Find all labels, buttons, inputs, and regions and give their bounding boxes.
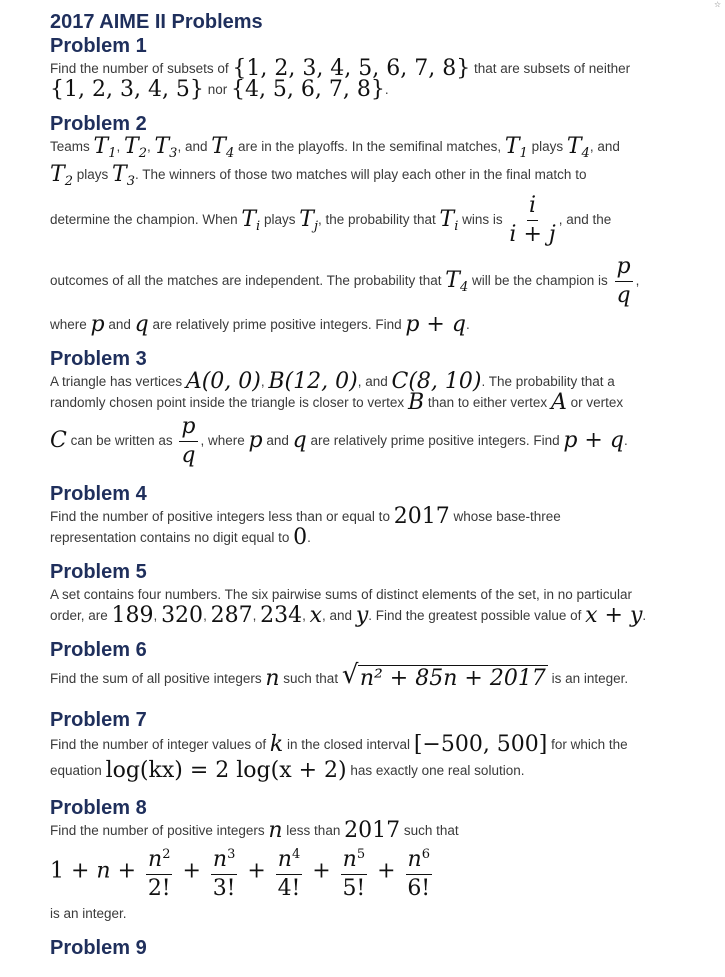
text: Teams: [50, 139, 94, 154]
text: has exactly one real solution.: [346, 763, 525, 779]
text: in the closed interval: [283, 737, 414, 753]
text: plays: [260, 212, 300, 228]
math-fraction: $\frac{p}{q}$: [181, 414, 196, 469]
math-t3: $T_3$: [154, 134, 178, 161]
math-t1: $T_1$: [93, 134, 117, 161]
math-t2: $T_2$: [50, 162, 73, 189]
math-t4: $T_4$: [566, 134, 590, 161]
problem-text: A triangle has vertices A(0, 0), B(12, 0), and C(8, 10). The probability that a randomly chosen point inside the triangle is closer to vertex B than to either vertex A or vertex: [50, 369, 624, 416]
text: Find the number of subsets of: [50, 61, 233, 76]
math-c: C: [50, 428, 67, 454]
text: outcomes of all the matches are independent. The probability that: [50, 273, 446, 289]
text: order, are: [50, 608, 112, 624]
math-ti: $T_i$: [241, 207, 261, 235]
problem-text: [50, 818, 710, 844]
math-p-plus-q: p + q: [405, 312, 466, 338]
math-vertex-a: A(0, 0): [185, 369, 261, 395]
math-b: B: [407, 390, 425, 416]
text: .: [465, 317, 470, 333]
problem-text: A set contains four numbers. The six pairwise sums of distinct elements of the set, in no particular order, are 189, 320, 287, 234, x, and y. Find the greatest possible value of x + y.: [50, 587, 647, 629]
text: wins is: [458, 212, 507, 228]
text: . The winners of those two matches will play each other in the final match to: [134, 167, 587, 182]
math-t4: $T_4$: [211, 134, 235, 161]
text: , and: [589, 139, 620, 154]
math-set: {1, 2, 3, 4, 5}: [50, 77, 204, 102]
math-p-plus-q: p + q: [563, 428, 624, 454]
text: . The probability that a: [481, 374, 615, 390]
math-ti: $T_i$: [439, 207, 459, 235]
text: for which the: [547, 737, 628, 753]
text: .: [307, 530, 311, 546]
math-y: y: [355, 603, 369, 629]
problem-text: [50, 413, 710, 470]
text: is an integer.: [547, 671, 629, 687]
problem-1: [50, 34, 710, 100]
problem-text: [50, 903, 710, 924]
math-vertex-b: B(12, 0): [268, 369, 358, 395]
problem-text: [50, 58, 710, 100]
math-number: 234: [260, 603, 303, 629]
text: will be the champion is: [468, 273, 612, 289]
math-q: q: [292, 428, 307, 454]
text: whose base-three: [449, 509, 561, 525]
problem-4: [50, 482, 710, 551]
text: Find the number of positive integers: [50, 823, 269, 839]
math-number: 2017: [344, 818, 401, 844]
problem-text: [50, 732, 710, 784]
problem-heading: Problem 4: [50, 483, 147, 506]
problem-heading: Problem 9: [50, 937, 147, 960]
problem-heading: Problem 5: [50, 561, 147, 584]
math-number: 287: [210, 603, 253, 629]
text: , and the: [558, 212, 612, 228]
problem-text: [50, 312, 710, 338]
math-series: 1 + n + $\frac{n^2}{2!}$ + $\frac{n^3}{3!}$ + $\frac{n^4}{4!}$ + $\frac{n^5}{5!}$ + $\frac{n^6}{6!}$: [50, 841, 710, 903]
problem-7: [50, 708, 710, 784]
problem-3: [50, 347, 710, 470]
math-q: q: [134, 312, 149, 338]
text: , and: [322, 608, 356, 624]
problem-text: [50, 662, 710, 696]
text: such that: [400, 823, 459, 839]
math-equation: log(kx) = 2 log(x + 2): [105, 758, 347, 784]
math-set: {1, 2, 3, 4, 5, 6, 7, 8}: [232, 56, 471, 81]
text: are relatively prime positive integers. Find: [148, 317, 406, 333]
text: plays: [527, 139, 567, 154]
text: that are subsets of neither: [470, 61, 631, 76]
math-vertex-c: C(8, 10): [391, 369, 482, 395]
math-number: 0: [293, 525, 308, 551]
problem-heading: Problem 6: [50, 639, 147, 662]
text: and: [262, 433, 293, 449]
text: determine the champion. When: [50, 212, 242, 228]
math-t4: $T_4$: [445, 268, 469, 296]
math-n: n: [265, 666, 280, 692]
text: less than: [282, 823, 345, 839]
text: A triangle has vertices: [50, 374, 186, 390]
problem-9: [50, 936, 710, 960]
math-x: x: [309, 603, 323, 629]
math-n: n: [268, 818, 283, 844]
math-number: 320: [161, 603, 204, 629]
text: or vertex: [566, 395, 624, 411]
text: .: [384, 82, 389, 97]
text: A set contains four numbers. The six pairwise sums of distinct elements of the set, in no particular: [50, 587, 633, 603]
math-number: 189: [111, 603, 154, 629]
text: where: [50, 317, 91, 333]
text: Find the number of positive integers less than or equal to: [50, 509, 394, 525]
math-tj: $T_j$: [299, 207, 318, 235]
text: . Find the greatest possible value of: [368, 608, 586, 624]
math-sqrt: √ n² + 85n + 2017: [341, 660, 546, 692]
problem-heading: Problem 1: [50, 35, 147, 57]
text: such that: [279, 671, 342, 687]
math-k: k: [269, 732, 284, 758]
math-t1: $T_1$: [504, 134, 528, 161]
math-t3: $T_3$: [112, 162, 135, 189]
problem-heading: Problem 8: [50, 797, 147, 820]
math-fraction: $\frac{i}{i + j}$: [509, 193, 556, 247]
problem-text: Teams $T_1$, $T_2$, $T_3$, and $T_4$ are in the playoffs. In the semifinal matches, $T_1$ plays $T_4$, and $T_2$ plays $T_3$. The winners of those two matches will play each other in the final match to: [50, 134, 620, 189]
problem-heading: Problem 3: [50, 348, 147, 371]
math-a: A: [550, 390, 567, 416]
text: , the probability that: [317, 212, 440, 228]
text: randomly chosen point inside the triangle is closer to vertex: [50, 395, 408, 411]
text: than to either vertex: [424, 395, 551, 411]
math-x-plus-y: x + y: [585, 603, 643, 629]
text: Find the sum of all positive integers: [50, 671, 266, 687]
text: is an integer.: [50, 906, 127, 922]
problem-text: [50, 504, 710, 551]
math-radicand: n² + 85n + 2017: [359, 666, 546, 692]
page-title: 2017 AIME II Problems: [50, 11, 263, 33]
text: nor: [203, 82, 231, 97]
document-page: [50, 10, 710, 972]
problem-8: [50, 796, 710, 924]
text: and: [181, 139, 212, 154]
problem-heading: Problem 7: [50, 709, 147, 732]
text: plays: [72, 167, 112, 182]
text: and: [104, 317, 135, 333]
text: are in the playoffs. In the semifinal matches,: [234, 139, 505, 154]
math-set: {4, 5, 6, 7, 8}: [230, 77, 385, 102]
math-p: p: [90, 312, 105, 338]
problem-2: [50, 112, 710, 338]
text: Find the number of integer values of: [50, 737, 270, 753]
text: , and: [357, 374, 392, 390]
math-fraction: $\frac{p}{q}$: [616, 254, 631, 309]
text: can be written as: [66, 433, 177, 449]
text: representation contains no digit equal to: [50, 530, 294, 546]
math-p: p: [248, 428, 263, 454]
text: are relatively prime positive integers. Find: [306, 433, 564, 449]
math-t2: $T_2$: [124, 134, 147, 161]
problem-5: [50, 560, 710, 629]
math-number: 2017: [393, 504, 450, 530]
text: , where: [200, 433, 249, 449]
problem-heading: Problem 2: [50, 113, 147, 135]
text: .: [623, 433, 628, 449]
math-interval: [−500, 500]: [413, 732, 548, 758]
corner-mark: ☆: [711, 0, 723, 10]
problem-6: [50, 638, 710, 696]
text: equation: [50, 763, 106, 779]
problem-text: [50, 192, 710, 253]
problem-text: outcomes of all the matches are independent. The probability that $T_4$ will be the champion is $\frac{p}{q}$ ,: [50, 254, 640, 309]
